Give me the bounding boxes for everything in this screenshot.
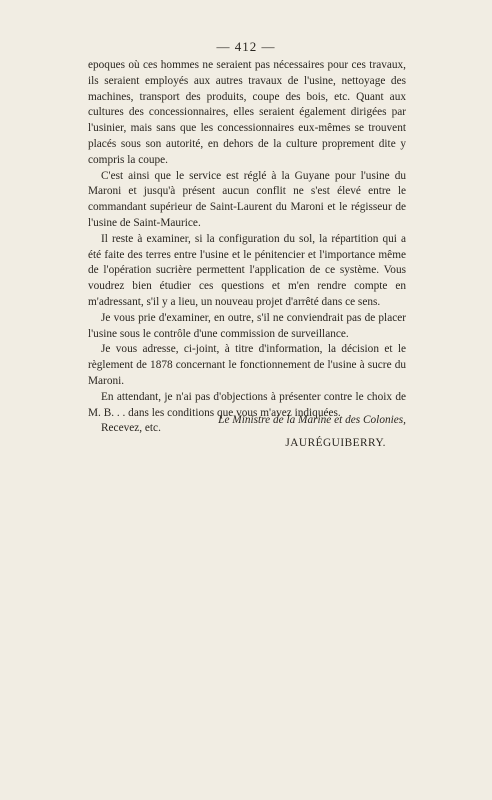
signature-title: Le Ministre de la Marine et des Colonies, bbox=[218, 414, 406, 426]
paragraph-3: Il reste à examiner, si la configuration du sol, la répartition qui a été faite des terres entre l'usine et le pénitencier et l'importance même de l'opération sucrière permettent l'application de ce système. Vous voudrez bien étudier ces questions et m'en rendre compte en m'adressant, s'il y a lieu, un nouveau projet d'arrêté dans ce sens. bbox=[88, 232, 406, 308]
paragraph-6: En attendant, je n'ai pas d'objections à présenter contre le choix de M. B. . . dans les conditions que vous m'avez indiquées. bbox=[88, 390, 406, 419]
paragraph-1: epoques où ces hommes ne seraient pas nécessaires pour ces travaux, ils seraient employés aux autres travaux de l'usine, nettoyage des machines, transport des produits, coupe des bois, etc. Quant aux cultures des concessionnaires, elles seraient également dirigées par l'usinier, mais sans que les concessionnaires eux-mêmes se trouvent placés sous son autorité, en dehors de la culture proprement dite y compris la coupe. bbox=[88, 59, 406, 166]
signature-name: JAURÉGUIBERRY. bbox=[285, 437, 386, 449]
paragraph-4: Je vous prie d'examiner, en outre, s'il ne conviendrait pas de placer l'usine sous le contrôle d'une commission de surveillance. bbox=[88, 311, 406, 340]
page-number: — 412 — bbox=[216, 39, 276, 54]
paragraph-7: Recevez, etc. bbox=[101, 422, 161, 435]
letter-body bbox=[88, 58, 406, 437]
paragraph-5: Je vous adresse, ci-joint, à titre d'information, la décision et le règlement de 1878 concernant le fonctionnement de l'usine à sucre du Maroni. bbox=[88, 343, 406, 387]
paragraph-2: C'est ainsi que le service est réglé à la Guyane pour l'usine du Maroni et jusqu'à présent aucun conflit ne s'est élevé entre le commandant supérieur de Saint-Laurent du Maroni et le régisseur de l'usine de Saint-Maurice. bbox=[88, 169, 406, 229]
